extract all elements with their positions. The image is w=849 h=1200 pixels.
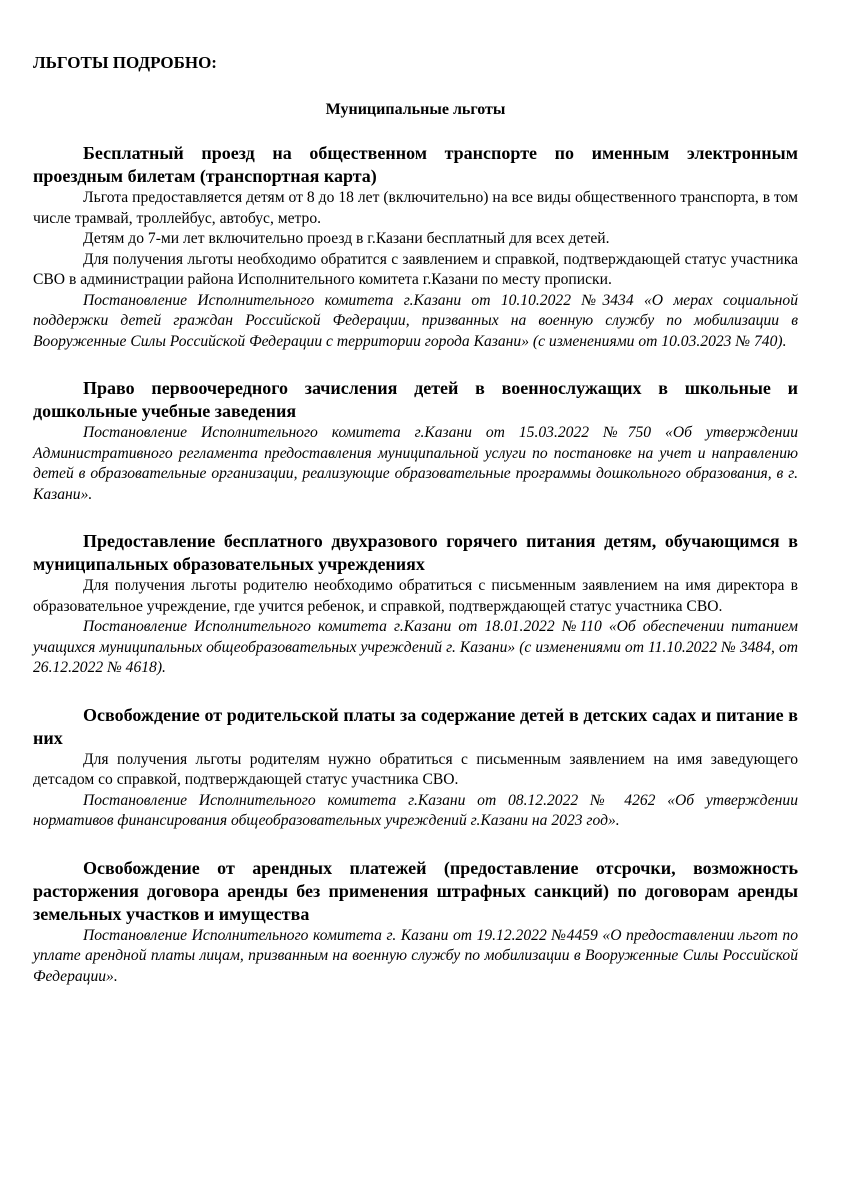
- benefit-paragraph: Для получения льготы родителю необходимо обратиться с письменным заявлением на имя директора в образовательное учреждение, где учится ребенок, и справкой, подтверждающей статус участника СВО.: [33, 577, 798, 615]
- benefit-paragraph: Льгота предоставляется детям от 8 до 18 лет (включительно) на все виды общественного транспорта, в том числе трамвай, троллейбус, автобус, метро.: [33, 189, 798, 227]
- benefit-heading: Право первоочередного зачисления детей в военнослужащих в школьные и дошкольные учебные заведения: [33, 378, 798, 421]
- benefit-heading: Освобождение от родительской платы за содержание детей в детских садах и питание в них: [33, 704, 798, 748]
- document-title: ЛЬГОТЫ ПОДРОБНО:: [33, 53, 217, 72]
- section-heading: Муниципальные льготы: [325, 101, 506, 118]
- benefit-paragraph: Для получения льготы родителям нужно обратиться с письменным заявлением на имя заведующего детсадом со справкой, подтверждающей статус участника СВО.: [33, 750, 798, 788]
- benefit-section-kindergarten-fee: [33, 704, 798, 832]
- benefit-heading: Бесплатный проезд на общественном транспорте по именным электронным проездным билетам (транспортная карта): [33, 143, 798, 186]
- benefit-law-reference: Постановление Исполнительного комитета г.Казани от 15.03.2022 №750 «Об утверждении Административного регламента предоставления муниципальной услуги по постановке на учет и направлению детей в образовательные организации, реализующие образовательные программы дошкольного образования, в г. Казани».: [33, 424, 798, 503]
- benefit-heading: Предоставление бесплатного двухразового горячего питания детям, обучающимся в муниципальных образовательных учреждениях: [33, 531, 798, 574]
- document-page: [33, 52, 798, 987]
- benefit-law-reference: Постановление Исполнительного комитета г.Казани от 08.12.2022 № 4262 «Об утверждении нормативов финансирования общеобразовательных учреждений г.Казани на 2023 год».: [33, 791, 798, 829]
- benefit-paragraph: Детям до 7-ми лет включительно проезд в г.Казани бесплатный для всех детей.: [83, 230, 610, 247]
- benefit-law-reference: Постановление Исполнительного комитета г. Казани от 19.12.2022 №4459 «О предоставлении льгот по уплате арендной платы лицам, призванным на военную службу по мобилизации в Вооруженные Силы Российской Федерации».: [33, 926, 798, 985]
- benefit-section-free-meals: [33, 530, 798, 679]
- benefit-law-reference: Постановление Исполнительного комитета г.Казани от 18.01.2022 №110 «Об обеспечении питанием учащихся муниципальных общеобразовательных учреждений г. Казани» (с изменениями от 11.10.2022 № 3484, от 26.12.2022 № 4618).: [33, 618, 798, 676]
- benefit-section-priority-enrollment: [33, 377, 798, 505]
- benefit-paragraph: Для получения льготы необходимо обратится с заявлением и справкой, подтверждающей статус участника СВО в администрации района Исполнительного комитета г.Казани по месту прописки.: [33, 250, 798, 288]
- benefit-law-reference: Постановление Исполнительного комитета г.Казани от 10.10.2022 №3434 «О мерах социальной поддержки детей граждан Российской Федерации, призванных на военную службу по мобилизации в Вооруженные Силы Российской Федерации с территории города Казани» (с изменениями от 10.03.2023 № 740).: [33, 291, 798, 350]
- benefit-section-rent-relief: [33, 857, 798, 988]
- benefit-heading: Освобождение от арендных платежей (предоставление отсрочки, возможность расторжения договора аренды без применения штрафных санкций) по договорам аренды земельных участков и имущества: [33, 857, 798, 924]
- benefit-section-transport: [33, 142, 798, 352]
